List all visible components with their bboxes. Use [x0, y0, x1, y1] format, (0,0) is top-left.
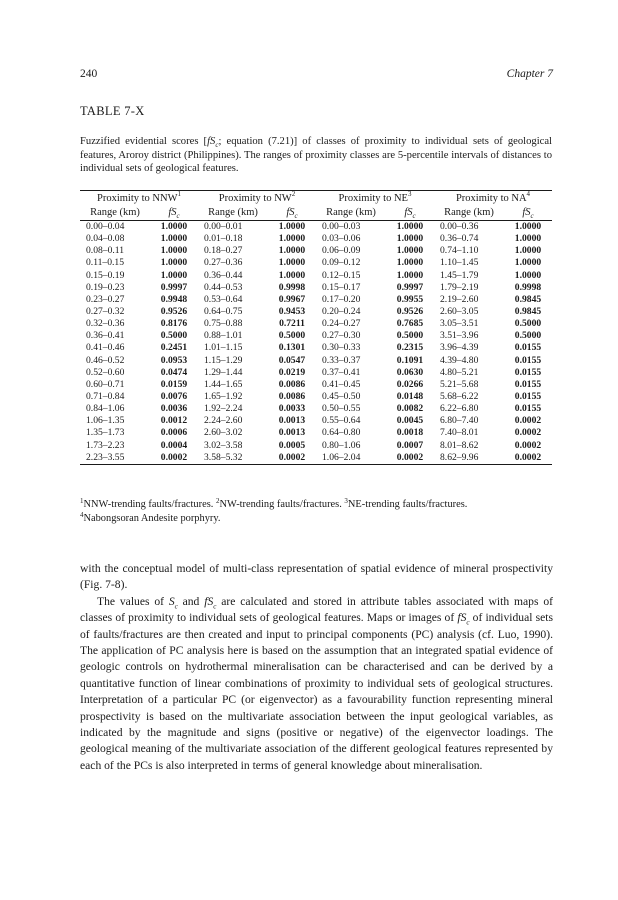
range-cell: 1.44–1.65: [204, 378, 243, 390]
score-cell: 0.0155: [514, 342, 542, 354]
footnote-2: $^2$NW-trending faults/fractures.: [215, 497, 342, 510]
score-cell: 0.0082: [396, 403, 424, 415]
range-cell: 0.46–0.52: [86, 354, 125, 366]
range-cell: 1.79–2.19: [440, 281, 479, 293]
range-cell: 1.10–1.45: [440, 257, 479, 269]
score-cell: 1.0000: [160, 257, 188, 269]
score-cell: 1.0000: [278, 221, 306, 232]
range-cell: 0.19–0.23: [86, 281, 125, 293]
caption-part2: ; equation (7.21)] of classes of proximity to individual sets of geological features, Aroroy district (Philippines). The ranges of proximity classes are 5-percentile intervals of distances to individual sets of geological features.: [80, 136, 552, 175]
column-header-range: Range (km): [326, 207, 376, 218]
score-cell: 0.0266: [396, 378, 424, 390]
body-text: [80, 561, 553, 774]
table-row: [80, 330, 552, 342]
range-cell: 0.20–0.24: [322, 305, 361, 317]
group-header-2: Proximity to $NW^2$: [218, 190, 296, 204]
score-cell: 0.0002: [514, 439, 542, 451]
score-cell: 0.0012: [160, 415, 188, 427]
range-cell: 0.27–0.32: [86, 305, 125, 317]
score-cell: 0.0953: [160, 354, 188, 366]
score-cell: 1.0000: [514, 245, 542, 257]
range-cell: 3.05–3.51: [440, 318, 479, 330]
table-row: [80, 245, 552, 257]
score-cell: 1.0000: [514, 269, 542, 281]
score-cell: 0.9845: [514, 293, 542, 305]
score-cell: 0.2451: [160, 342, 188, 354]
score-cell: 1.0000: [514, 257, 542, 269]
table-row: [80, 415, 552, 427]
score-cell: 0.7685: [396, 318, 424, 330]
range-cell: 0.08–0.11: [86, 245, 125, 257]
score-cell: 0.9526: [396, 305, 424, 317]
range-cell: 0.00–0.04: [86, 221, 125, 232]
range-cell: 0.27–0.30: [322, 330, 361, 342]
range-cell: 3.02–3.58: [204, 439, 243, 451]
table-column-header: [80, 206, 552, 220]
group-header-3: Proximity to $NE^3$: [338, 190, 412, 204]
range-cell: 0.30–0.33: [322, 342, 361, 354]
score-cell: 0.0155: [514, 403, 542, 415]
score-cell: 1.0000: [396, 233, 424, 245]
range-cell: 0.64–0.80: [322, 427, 361, 439]
score-cell: 0.0002: [514, 427, 542, 439]
score-cell: 0.2315: [396, 342, 424, 354]
range-cell: 0.00–0.01: [204, 221, 243, 232]
table-group-header: [80, 191, 552, 206]
chapter-header: Chapter 7: [506, 68, 553, 80]
score-cell: 0.0004: [160, 439, 188, 451]
table-label: TABLE 7-X: [80, 104, 145, 118]
range-cell: 0.45–0.50: [322, 390, 361, 402]
range-cell: 8.01–8.62: [440, 439, 479, 451]
score-cell: 0.9948: [160, 293, 188, 305]
score-cell: 1.0000: [396, 257, 424, 269]
range-cell: 0.74–1.10: [440, 245, 479, 257]
score-cell: 0.0002: [396, 451, 424, 463]
table-row: [80, 427, 552, 439]
range-cell: 0.18–0.27: [204, 245, 243, 257]
column-header-range: Range (km): [90, 207, 140, 218]
range-cell: 0.01–0.18: [204, 233, 243, 245]
score-cell: 0.9967: [278, 293, 306, 305]
range-cell: 2.24–2.60: [204, 415, 243, 427]
paragraph-2: The values of $S_c$ and $fS_c$ are calculated and stored in attribute tables associated with maps of classes of proximity to individual sets of geological features. Maps or images of $fS_c$ of individual sets of faults/fractures are then created and input to principal components (PC) analysis (cf. Luo, 1990). The application of PC analysis here is based on the assumption that an integrated spatial evidence of geologic controls on hydrothermal mineralisation can be characterised and can be derived by a quantitative function of linear combinations of proximity to individual sets of geological structures. Interpretation of a particular PC (or eigenvector) as a favourability function representing mineral prospectivity is based on the multivariate association between the input geological variables, as indicated by the magnitude and signs (positive or negative) of the eigenvector loadings. The geological meaning of the multivariate association of the different geological features represented by each of the PCs is also interpreted in terms of general knowledge about mineralisation.: [80, 594, 554, 772]
range-cell: 0.64–0.75: [204, 305, 243, 317]
score-cell: 0.0036: [160, 403, 188, 415]
table-row: [80, 379, 552, 391]
score-cell: 0.0033: [278, 403, 306, 415]
range-cell: 0.53–0.64: [204, 293, 243, 305]
score-cell: 0.5000: [514, 318, 542, 330]
range-cell: 0.84–1.06: [86, 403, 125, 415]
score-cell: 0.0086: [278, 390, 306, 402]
score-cell: 1.0000: [396, 221, 424, 232]
score-cell: 0.0045: [396, 415, 424, 427]
score-cell: 0.0155: [514, 366, 542, 378]
table-row: [80, 270, 552, 282]
data-table: [80, 190, 552, 465]
score-cell: 1.0000: [514, 233, 542, 245]
score-cell: 0.5000: [160, 330, 188, 342]
column-header-score: $fS_c$: [404, 207, 416, 221]
score-cell: 0.0219: [278, 366, 306, 378]
table-caption: [80, 135, 552, 175]
score-cell: 0.0013: [278, 415, 306, 427]
score-cell: 0.5000: [396, 330, 424, 342]
table-bottom-rule: [80, 464, 552, 465]
range-cell: 0.55–0.64: [322, 415, 361, 427]
range-cell: 0.37–0.41: [322, 366, 361, 378]
score-cell: 1.0000: [396, 269, 424, 281]
range-cell: 4.39–4.80: [440, 354, 479, 366]
range-cell: 0.11–0.15: [86, 257, 125, 269]
score-cell: 0.0006: [160, 427, 188, 439]
range-cell: 0.03–0.06: [322, 233, 361, 245]
score-cell: 1.0000: [278, 233, 306, 245]
range-cell: 0.41–0.46: [86, 342, 125, 354]
range-cell: 0.50–0.55: [322, 403, 361, 415]
score-cell: 1.0000: [160, 269, 188, 281]
score-cell: 0.9997: [396, 281, 424, 293]
range-cell: 1.06–1.35: [86, 415, 125, 427]
table-row: [80, 403, 552, 415]
score-cell: 0.9998: [278, 281, 306, 293]
score-cell: 0.0159: [160, 378, 188, 390]
range-cell: 1.73–2.23: [86, 439, 125, 451]
score-cell: 0.0002: [278, 451, 306, 463]
score-cell: 0.9955: [396, 293, 424, 305]
range-cell: 1.29–1.44: [204, 366, 243, 378]
table-row: [80, 221, 552, 233]
range-cell: 0.71–0.84: [86, 390, 125, 402]
range-cell: 0.36–0.44: [204, 269, 243, 281]
paragraph-1: with the conceptual model of multi-class representation of spatial evidence of mineral prospectivity (Fig. 7-8).: [80, 562, 553, 592]
range-cell: 1.92–2.24: [204, 403, 243, 415]
caption-symbol: $fS_c$: [207, 136, 219, 150]
range-cell: 0.12–0.15: [322, 269, 361, 281]
score-cell: 0.0086: [278, 378, 306, 390]
table-row: [80, 294, 552, 306]
range-cell: 0.44–0.53: [204, 281, 243, 293]
score-cell: 1.0000: [160, 221, 188, 232]
table-row: [80, 257, 552, 269]
score-cell: 1.0000: [396, 245, 424, 257]
range-cell: 3.96–4.39: [440, 342, 479, 354]
range-cell: 1.45–1.79: [440, 269, 479, 281]
range-cell: 7.40–8.01: [440, 427, 479, 439]
range-cell: 0.36–0.74: [440, 233, 479, 245]
table-row: [80, 342, 552, 354]
range-cell: 1.35–1.73: [86, 427, 125, 439]
column-header-range: Range (km): [208, 207, 258, 218]
table-row: [80, 306, 552, 318]
column-header-score: $fS_c$: [168, 207, 180, 221]
table-row: [80, 391, 552, 403]
score-cell: 0.7211: [279, 318, 305, 330]
range-cell: 0.04–0.08: [86, 233, 125, 245]
score-cell: 0.8176: [160, 318, 188, 330]
score-cell: 1.0000: [278, 269, 306, 281]
score-cell: 1.0000: [160, 233, 188, 245]
range-cell: 0.88–1.01: [204, 330, 243, 342]
table-row: [80, 318, 552, 330]
table-row: [80, 233, 552, 245]
range-cell: 2.23–3.55: [86, 451, 125, 463]
score-cell: 0.0005: [278, 439, 306, 451]
range-cell: 0.09–0.12: [322, 257, 361, 269]
range-cell: 4.80–5.21: [440, 366, 479, 378]
score-cell: 1.0000: [278, 245, 306, 257]
score-cell: 0.1301: [278, 342, 306, 354]
range-cell: 0.33–0.37: [322, 354, 361, 366]
range-cell: 0.36–0.41: [86, 330, 125, 342]
range-cell: 0.15–0.19: [86, 269, 125, 281]
score-cell: 0.0155: [514, 390, 542, 402]
score-cell: 0.9453: [278, 305, 306, 317]
group-header-1: Proximity to NNW$^1$: [97, 190, 181, 204]
range-cell: 0.15–0.17: [322, 281, 361, 293]
score-cell: 0.9997: [160, 281, 188, 293]
range-cell: 0.23–0.27: [86, 293, 125, 305]
score-cell: 0.0155: [514, 354, 542, 366]
range-cell: 0.06–0.09: [322, 245, 361, 257]
range-cell: 8.62–9.96: [440, 451, 479, 463]
score-cell: 0.0002: [514, 451, 542, 463]
range-cell: 0.17–0.20: [322, 293, 361, 305]
range-cell: 6.80–7.40: [440, 415, 479, 427]
caption-part1: Fuzzified evidential scores [: [80, 136, 208, 147]
table-row: [80, 367, 552, 379]
score-cell: 0.0007: [396, 439, 424, 451]
score-cell: 0.5000: [278, 330, 306, 342]
range-cell: 6.22–6.80: [440, 403, 479, 415]
table-body: [80, 221, 552, 464]
score-cell: 0.0018: [396, 427, 424, 439]
range-cell: 1.01–1.15: [204, 342, 243, 354]
page-number: 240: [80, 68, 98, 80]
table-row: [80, 282, 552, 294]
range-cell: 0.60–0.71: [86, 378, 125, 390]
range-cell: 0.27–0.36: [204, 257, 243, 269]
footnote-3: $^3$NE-trending faults/fractures.: [344, 497, 468, 510]
range-cell: 2.19–2.60: [440, 293, 479, 305]
score-cell: 0.0002: [160, 451, 188, 463]
column-header-range: Range (km): [444, 207, 494, 218]
range-cell: 0.80–1.06: [322, 439, 361, 451]
range-cell: 3.51–3.96: [440, 330, 479, 342]
column-header-score: $fS_c$: [522, 207, 534, 221]
table-row: [80, 452, 552, 464]
range-cell: 0.32–0.36: [86, 318, 125, 330]
table-row: [80, 355, 552, 367]
score-cell: 0.9998: [514, 281, 542, 293]
score-cell: 0.0630: [396, 366, 424, 378]
range-cell: 0.52–0.60: [86, 366, 125, 378]
score-cell: 1.0000: [160, 245, 188, 257]
score-cell: 0.1091: [396, 354, 424, 366]
score-cell: 1.0000: [514, 221, 542, 232]
score-cell: 0.0155: [514, 378, 542, 390]
score-cell: 0.0474: [160, 366, 188, 378]
footnote-4: $^4$Nabongsoran Andesite porphyry.: [80, 510, 221, 524]
table-footnotes: [80, 498, 554, 525]
range-cell: 3.58–5.32: [204, 451, 243, 463]
range-cell: 5.21–5.68: [440, 378, 479, 390]
group-header-4: Proximity to $NA^4$: [455, 190, 531, 204]
score-cell: 0.0076: [160, 390, 188, 402]
range-cell: 0.75–0.88: [204, 318, 243, 330]
score-cell: 1.0000: [278, 257, 306, 269]
range-cell: 0.00–0.03: [322, 221, 361, 232]
column-header-score: $fS_c$: [286, 207, 298, 221]
table-row: [80, 440, 552, 452]
range-cell: 1.65–1.92: [204, 390, 243, 402]
score-cell: 0.0547: [278, 354, 306, 366]
score-cell: 0.9845: [514, 305, 542, 317]
range-cell: 5.68–6.22: [440, 390, 479, 402]
range-cell: 0.24–0.27: [322, 318, 361, 330]
range-cell: 0.41–0.45: [322, 378, 361, 390]
range-cell: 2.60–3.05: [440, 305, 479, 317]
range-cell: 1.15–1.29: [204, 354, 243, 366]
range-cell: 2.60–3.02: [204, 427, 243, 439]
score-cell: 0.0002: [514, 415, 542, 427]
score-cell: 0.0013: [278, 427, 306, 439]
score-cell: 0.5000: [514, 330, 542, 342]
footnote-1: $^1$NNW-trending faults/fractures.: [80, 497, 214, 510]
range-cell: 0.00–0.36: [440, 221, 479, 232]
score-cell: 0.0148: [396, 390, 424, 402]
range-cell: 1.06–2.04: [322, 451, 361, 463]
score-cell: 0.9526: [160, 305, 188, 317]
